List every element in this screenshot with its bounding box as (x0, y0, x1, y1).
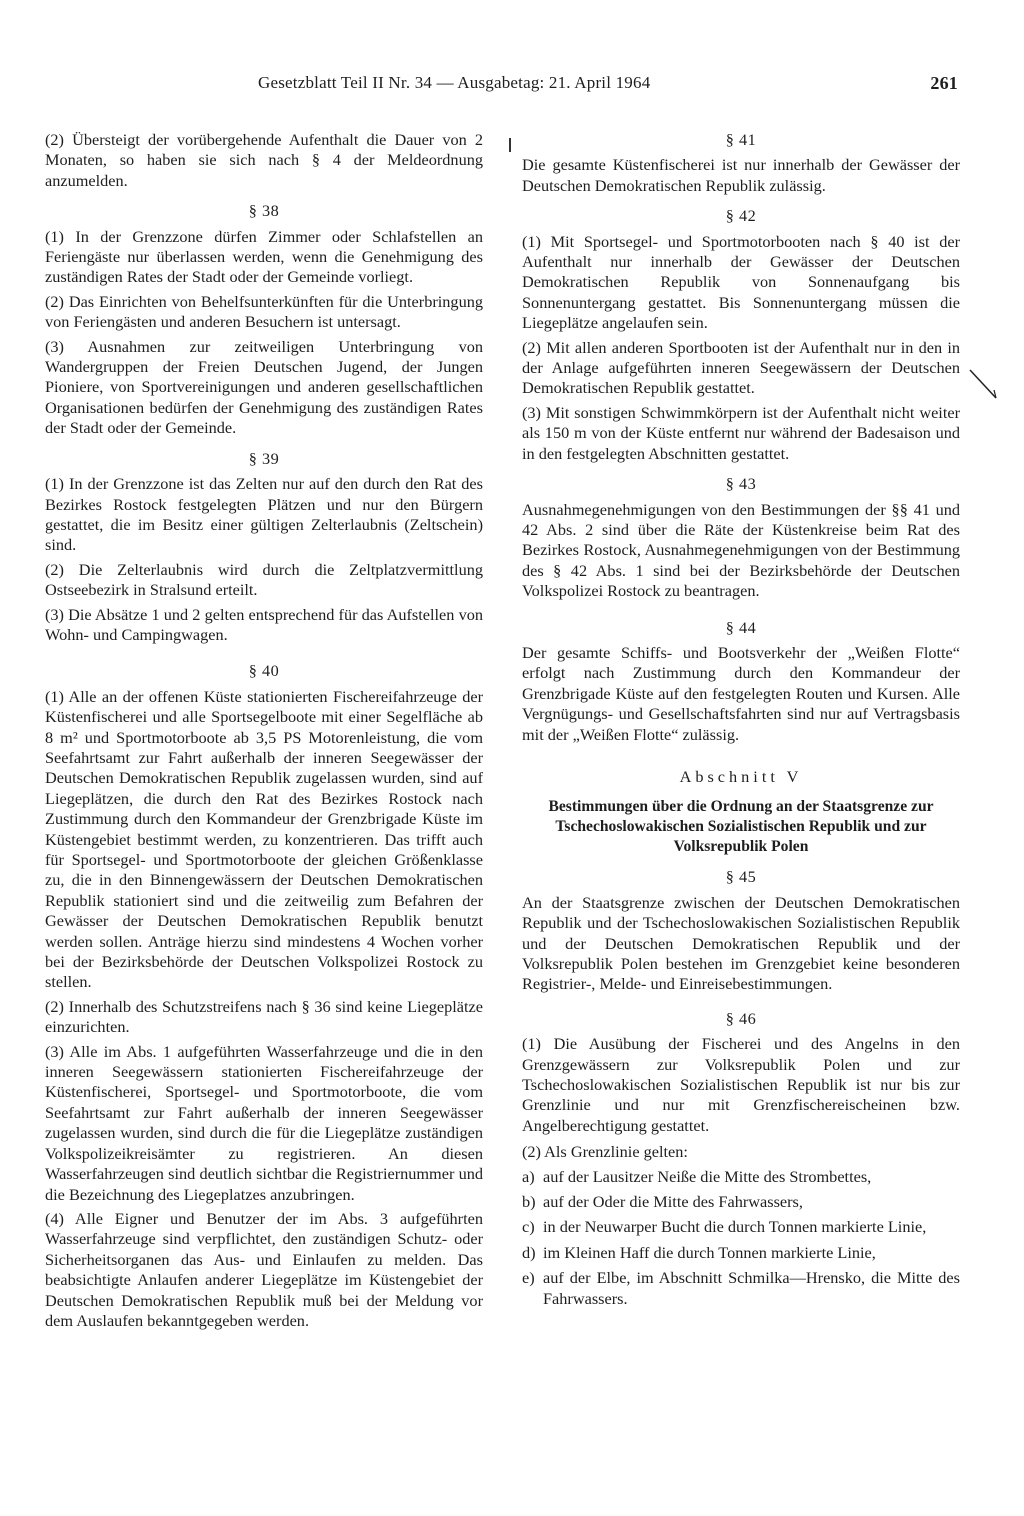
list-item (522, 1217, 960, 1237)
margin-mark-icon (968, 368, 1002, 404)
list-item-text: im Kleinen Haff die durch Tonnen markierte Linie, (543, 1242, 876, 1262)
paragraph: (3) Mit sonstigen Schwimmkörpern ist der Aufenthalt nicht weiter als 150 m von der Küste entfernt nur während der Badesaison und in den festgelegten Abschnitten gestattet. (522, 402, 960, 463)
paragraph: (1) Alle an der offenen Küste stationierten Fischereifahrzeuge der Küstenfischerei und alle Sportsegelboote mit einer Segelfläche ab 8 m² und Sportmotorboote ab 3,5 PS Motorenleistung, die vom Seefahrtsamt zur Fahrt außerhalb der inneren Seegewässer der Deutschen Demokratischen Republik zugelassen wurden, sind auf Liegeplätzen, die durch den Rat des Bezirkes Rostock nach Zustimmung durch den Kommandeur der Grenzbrigade Küste im Küstengebiet bestimmt werden, zu konzentrieren. Das trifft auch für Sportsegel- und Sportmotorboote der gleichen Größenklasse zu, die in den Binnengewässern der Deutschen Demokratischen Republik stationiert sind und die zeitweilig zum Befahren der Gewässer der Deutschen Demokratischen Republik benutzt werden sollen. Anträge hierzu sind mindestens 4 Wochen vorher bei der Bezirksbehörde der Deutschen Volkspolizei Rostock zu stellen. (45, 686, 483, 992)
paragraph: (2) Als Grenzlinie gelten: (522, 1142, 688, 1162)
page-header (258, 73, 958, 99)
list-item-label: b) (522, 1192, 536, 1212)
paragraph: (3) Ausnahmen zur zeitweiligen Unterbringung von Wandergruppen der Freien Deutschen Jugend, der Jungen Pioniere, von Sportvereinigungen und anderen gesellschaftlichen Organisationen bedürfen der Genehmigung des zuständigen Rates der Stadt oder der Gemeinde. (45, 336, 483, 438)
list-item (522, 1268, 960, 1309)
paragraph: Ausnahmegenehmigungen von den Bestimmungen der §§ 41 und 42 Abs. 2 sind über die Räte der Küstenkreise beim Rat des Bezirkes Rostock, Ausnahmegenehmigungen von der Bestimmung des § 42 Abs. 1 sind bei der Bezirksbehörde der Deutschen Volkspolizei Rostock zu beantragen. (522, 499, 960, 601)
list-item-label: e) (522, 1268, 535, 1288)
page-number: 261 (930, 73, 958, 93)
paragraph: (1) Die Ausübung der Fischerei und des Angelns in den Grenzgewässern zur Volksrepublik Polen und zur Tschechoslowakischen Sozialistischen Republik ist nur bis zur Grenzlinie und nur mit Grenzfischereischeinen bzw. Angelberechtigung gestattet. (522, 1034, 960, 1135)
paragraph: (1) In der Grenzzone dürfen Zimmer oder Schlafstellen an Feriengäste nur überlassen werden, wenn die Genehmigung des zuständigen Rates der Stadt oder der Gemeinde vorliegt. (45, 226, 483, 287)
section-heading: § 46 (725, 1008, 757, 1028)
section-heading: § 40 (248, 661, 280, 681)
list-item (522, 1243, 960, 1263)
paragraph: (2) Die Zelterlaubnis wird durch die Zeltplatzvermittlung Ostseebezirk in Stralsund erteilt. (45, 559, 483, 600)
list-item-label: a) (522, 1166, 535, 1186)
paragraph: Der gesamte Schiffs- und Bootsverkehr der „Weißen Flotte“ erfolgt nach Zustimmung durch den Kommandeur der Grenzbrigade Küste auf den festgelegten Routen und Kursen. Alle Vergnügungs- und Gesellschaftsfahrten sind nur auf Vertragsbasis mit der „Weißen Flotte“ zulässig. (522, 642, 960, 744)
column-rule-mark (509, 138, 511, 152)
paragraph: (2) Innerhalb des Schutzstreifens nach § 36 sind keine Liegeplätze einzurichten. (45, 996, 483, 1037)
paragraph: (3) Die Absätze 1 und 2 gelten entsprechend für das Aufstellen von Wohn- und Campingwagen. (45, 604, 483, 644)
list-item-label: d) (522, 1242, 536, 1262)
paragraph: (4) Alle Eigner und Benutzer der im Abs. 3 aufgeführten Wasserfahrzeuge sind verpflichtet, den zuständigen Schutz- oder Sicherheitsorganen das Aus- und Einlaufen zu melden. Das beabsichtigte Anlaufen anderer Liegeplätze im Küstengebiet der Deutschen Demokratischen Republik muß bei der Meldung vor dem Auslaufen bekanntgegeben werden. (45, 1208, 483, 1330)
section-heading: § 38 (248, 201, 280, 221)
chapter-heading: Abschnitt V (679, 766, 803, 786)
list-item-text: auf der Oder die Mitte des Fahrwassers, (543, 1192, 803, 1212)
list-item (522, 1167, 960, 1187)
right-column (522, 130, 960, 1314)
section-heading: § 45 (725, 867, 757, 887)
section-heading: § 43 (725, 474, 757, 494)
paragraph: (2) Das Einrichten von Behelfsunterkünften für die Unterbringung von Feriengästen und anderen Besuchern ist untersagt. (45, 291, 483, 332)
chapter-title: Bestimmungen über die Ordnung an der Staatsgrenze zur Tschechoslowakischen Sozialistischen Republik und zur Volksrepublik Polen (548, 798, 934, 856)
paragraph: (1) In der Grenzzone ist das Zelten nur auf den durch den Rat des Bezirkes Rostock festgelegten Plätzen und nur den Bürgern gestattet, die im Besitz einer gültigen Zelterlaubnis (Zeltschein) sind. (45, 474, 483, 555)
list-item-text: in der Neuwarper Bucht die durch Tonnen markierte Linie, (543, 1217, 927, 1237)
paragraph: (1) Mit Sportsegel- und Sportmotorbooten nach § 40 ist der Aufenthalt nur innerhalb der Gewässer der Deutschen Demokratischen Republik von Sonnenaufgang bis Sonnenuntergang gestattet. Bis Sonnenuntergang müssen die Liegeplätze angelaufen sein. (522, 231, 960, 333)
paragraph: Die gesamte Küstenfischerei ist nur innerhalb der Gewässer der Deutschen Demokratischen Republik zulässig. (522, 155, 960, 195)
paragraph: (3) Alle im Abs. 1 aufgeführten Wasserfahrzeuge und die in den inneren Seegewässern stationierten Fischereifahrzeuge der Küstenfischerei, Sportsegel- und Sportmotorboote, die vom Seefahrtsamt zur Fahrt außerhalb der inneren Seegewässer zugelassen wurden, sind durch die für die Liegeplätze zuständigen Volkspolizeikreisämter zu registrieren. An diesen Wasserfahrzeugen sind deutlich sichtbar die Registriernummer und die Bezeichnung des Liegeplatzes anzubringen. (45, 1041, 483, 1204)
header-title: Gesetzblatt Teil II Nr. 34 — Ausgabetag: 21. April 1964 (258, 73, 651, 92)
paragraph: An der Staatsgrenze zwischen der Deutschen Demokratischen Republik und der Tschechoslowakischen Sozialistischen Republik und der Deutschen Demokratischen Republik und der Volksrepublik Polen bestehen im Grenzgebiet keine besonderen Registrier-, Melde- und Einreisebestimmungen. (522, 892, 960, 994)
left-column (45, 130, 483, 1335)
paragraph: (2) Mit allen anderen Sportbooten ist der Aufenthalt nur in den in der Anlage aufgeführten inneren Seegewässern der Deutschen Demokratischen Republik gestattet. (522, 337, 960, 398)
list-item-label: c) (522, 1217, 535, 1237)
list-item-text: auf der Lausitzer Neiße die Mitte des Strombettes, (543, 1166, 872, 1186)
section-heading: § 39 (248, 448, 280, 468)
paragraph: (2) Übersteigt der vorübergehende Aufenthalt die Dauer von 2 Monaten, so haben sie sich nach § 4 der Meldeordnung anzumelden. (45, 130, 483, 190)
list-item-text: auf der Elbe, im Abschnitt Schmilka—Hrensko, die Mitte des Fahrwassers. (543, 1268, 960, 1308)
section-heading: § 42 (725, 206, 757, 226)
section-heading: § 41 (725, 130, 757, 149)
list-item (522, 1192, 960, 1212)
section-heading: § 44 (725, 617, 757, 637)
